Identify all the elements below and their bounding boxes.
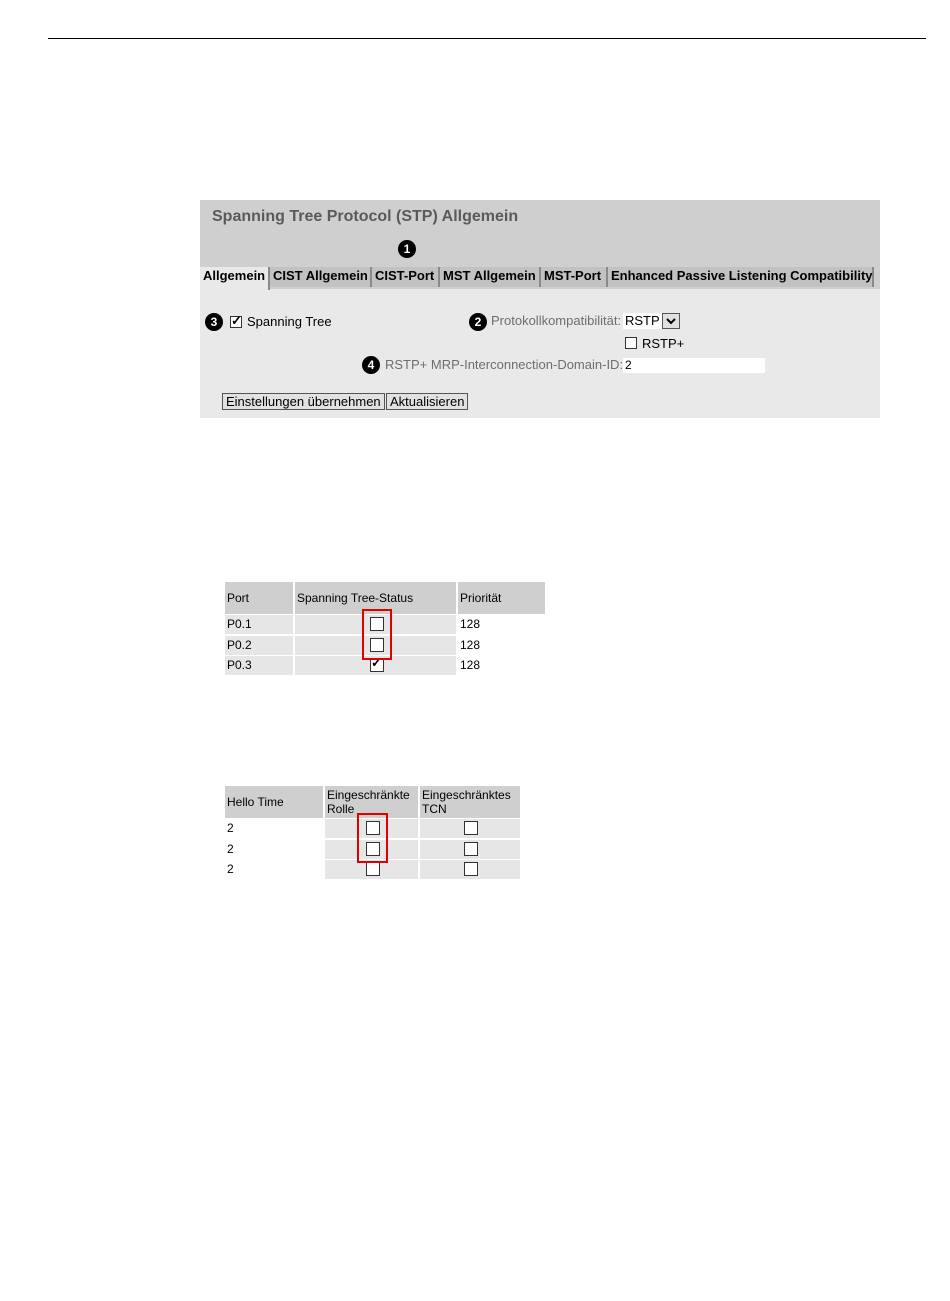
page-title: Spanning Tree Protocol (STP) Allgemein xyxy=(212,208,519,225)
role-checkbox[interactable] xyxy=(366,862,380,876)
hello-time-input[interactable]: 2 xyxy=(225,860,323,879)
tab-bar xyxy=(200,265,880,289)
tab-cist-port[interactable]: CIST-Port xyxy=(372,267,440,287)
tab-allgemein[interactable]: Allgemein xyxy=(200,267,270,290)
hello-time-input[interactable]: 2 xyxy=(225,840,323,859)
tcn-checkbox[interactable] xyxy=(464,862,478,876)
highlight-box xyxy=(362,609,392,660)
protocol-select[interactable]: RSTP xyxy=(623,313,663,329)
col-header-tcn-line2: TCN xyxy=(422,802,447,816)
tcn-checkbox[interactable] xyxy=(464,842,478,856)
col-header-priority: Priorität xyxy=(458,582,545,614)
rstp-plus-label: RSTP+ xyxy=(642,336,685,351)
callout-3: 3 xyxy=(205,313,223,331)
refresh-button[interactable]: Aktualisieren xyxy=(386,393,468,410)
protocol-label: Protokollkompatibilität: xyxy=(491,313,622,328)
domain-id-label: RSTP+ MRP-Interconnection-Domain-ID: xyxy=(385,357,624,372)
callout-1: 1 xyxy=(398,240,416,258)
col-header-port: Port xyxy=(225,582,293,614)
col-header-role-line1: Eingeschränkte xyxy=(327,788,410,802)
priority-input[interactable]: 128 xyxy=(458,656,545,675)
callout-4: 4 xyxy=(362,356,380,374)
protocol-dropdown-button[interactable] xyxy=(662,313,680,329)
apply-settings-button[interactable]: Einstellungen übernehmen xyxy=(222,393,385,410)
table-row-port: P0.2 xyxy=(225,636,293,655)
priority-input[interactable]: 128 xyxy=(458,636,545,655)
col-header-status: Spanning Tree-Status xyxy=(295,582,456,614)
status-checkbox[interactable] xyxy=(370,658,384,672)
callout-2: 2 xyxy=(469,313,487,331)
domain-id-input[interactable]: 2 xyxy=(623,358,765,373)
col-header-hello: Hello Time xyxy=(225,786,323,818)
spanning-tree-checkbox[interactable] xyxy=(230,316,242,328)
spanning-tree-label: Spanning Tree xyxy=(247,314,332,329)
stp-panel xyxy=(200,200,880,418)
tab-mst-port[interactable]: MST-Port xyxy=(541,267,608,287)
col-header-tcn-line1: Eingeschränktes xyxy=(422,788,511,802)
tab-enhanced-passive-listening[interactable]: Enhanced Passive Listening Compatibility xyxy=(608,267,874,287)
page-divider xyxy=(48,38,926,39)
col-header-tcn xyxy=(420,786,520,818)
table-row-port: P0.1 xyxy=(225,615,293,634)
table-row-port: P0.3 xyxy=(225,656,293,675)
hello-time-input[interactable]: 2 xyxy=(225,819,323,838)
tab-cist-allgemein[interactable]: CIST Allgemein xyxy=(270,267,372,287)
tab-mst-allgemein[interactable]: MST Allgemein xyxy=(440,267,541,287)
rstp-plus-checkbox[interactable] xyxy=(625,337,637,349)
priority-input[interactable]: 128 xyxy=(458,615,545,634)
chevron-down-icon xyxy=(663,314,679,328)
tcn-checkbox[interactable] xyxy=(464,821,478,835)
col-header-role-line2: Rolle xyxy=(327,802,355,816)
panel-header xyxy=(200,200,880,267)
highlight-box xyxy=(357,813,388,863)
